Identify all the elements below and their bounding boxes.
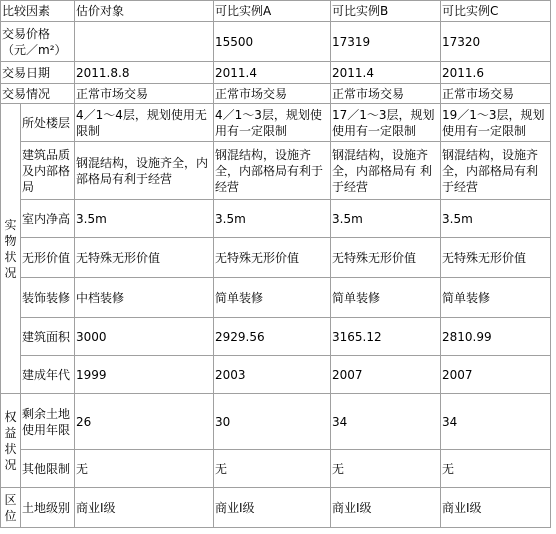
price-label-cell [1,22,75,62]
table-row [1,450,551,488]
value-cell: 中档装修 [75,278,214,318]
group-label-location [1,488,21,528]
value-cell: 34 [331,394,441,450]
price-row [1,22,551,62]
group-label-rights [1,394,21,488]
price-label: 交易价格 [2,26,51,41]
row-label: 土地级别 [21,488,75,528]
value-cell: 无特殊无形价值 [75,238,214,278]
value-cell: 钢混结构，设施齐全，内部格局有利于经营 [441,142,551,200]
value-cell: 正常市场交易 [214,84,331,104]
table-row [1,62,551,84]
value-cell: 17／1～3层，规划使用有一定限制 [331,104,441,142]
value-cell: 2007 [331,356,441,394]
value-cell: 钢混结构，设施齐全，内部格局有利于经营 [214,142,331,200]
value-cell: 2011.4 [214,62,331,84]
price-unit: （元／m²） [2,42,67,57]
row-label: 装饰装修 [21,278,75,318]
value-cell: 15500 [214,22,331,62]
value-cell: 4／1～4层，规划使用无限制 [75,104,214,142]
value-cell: 商业Ⅰ级 [331,488,441,528]
value-cell: 2810.99 [441,318,551,356]
value-cell: 3165.12 [331,318,441,356]
table-row [1,318,551,356]
value-cell: 简单装修 [441,278,551,318]
value-cell: 26 [75,394,214,450]
row-label: 无形价值 [21,238,75,278]
value-cell: 简单装修 [214,278,331,318]
value-cell: 无特殊无形价值 [214,238,331,278]
value-cell: 正常市场交易 [441,84,551,104]
value-cell: 正常市场交易 [75,84,214,104]
group-char: 区 位 [4,492,17,523]
value-cell: 17319 [331,22,441,62]
table-row [1,84,551,104]
value-cell: 3000 [75,318,214,356]
value-cell: 3.5m [214,200,331,238]
value-cell [75,22,214,62]
value-cell: 钢混结构，设施齐全，内部格局有 利于经营 [331,142,441,200]
value-cell: 商业Ⅰ级 [214,488,331,528]
group-label-physical [1,104,21,394]
table-row [1,278,551,318]
table-row [1,200,551,238]
value-cell: 无特殊无形价值 [441,238,551,278]
table-row [1,394,551,450]
value-cell: 无 [441,450,551,488]
value-cell: 17320 [441,22,551,62]
value-cell: 4／1～3层，规划使用有一定限制 [214,104,331,142]
row-label: 其他限制 [21,450,75,488]
value-cell: 3.5m [331,200,441,238]
row-label: 所处楼层 [21,104,75,142]
header-cell: 比较因素 [1,1,75,22]
value-cell: 无 [214,450,331,488]
value-cell: 2011.4 [331,62,441,84]
header-cell: 可比实例A [214,1,331,22]
value-cell: 3.5m [441,200,551,238]
value-cell: 无特殊无形价值 [331,238,441,278]
row-label: 交易情况 [1,84,75,104]
row-label: 建筑面积 [21,318,75,356]
row-label: 建成年代 [21,356,75,394]
table-row [1,104,551,142]
value-cell: 商业Ⅰ级 [441,488,551,528]
table-row [1,238,551,278]
group-char: 实 物 状 况 [4,217,17,280]
group-char: 权 益 状 况 [4,409,17,472]
value-cell: 无 [75,450,214,488]
header-row [1,1,551,22]
value-cell: 2929.56 [214,318,331,356]
row-label: 交易日期 [1,62,75,84]
row-label: 室内净高 [21,200,75,238]
value-cell: 钢混结构，设施齐全，内部格局有利于经营 [75,142,214,200]
table-row [1,142,551,200]
table-row [1,488,551,528]
value-cell: 无 [331,450,441,488]
value-cell: 正常市场交易 [331,84,441,104]
header-cell: 可比实例C [441,1,551,22]
value-cell: 1999 [75,356,214,394]
value-cell: 19／1～3层，规划使用有一定限制 [441,104,551,142]
value-cell: 30 [214,394,331,450]
value-cell: 2007 [441,356,551,394]
row-label: 建筑品质及内部格局 [21,142,75,200]
header-cell: 可比实例B [331,1,441,22]
row-label: 剩余土地使用年限 [21,394,75,450]
value-cell: 商业Ⅰ级 [75,488,214,528]
value-cell: 2011.8.8 [75,62,214,84]
value-cell: 34 [441,394,551,450]
value-cell: 2003 [214,356,331,394]
header-cell: 估价对象 [75,1,214,22]
value-cell: 简单装修 [331,278,441,318]
table-row [1,356,551,394]
value-cell: 2011.6 [441,62,551,84]
value-cell: 3.5m [75,200,214,238]
